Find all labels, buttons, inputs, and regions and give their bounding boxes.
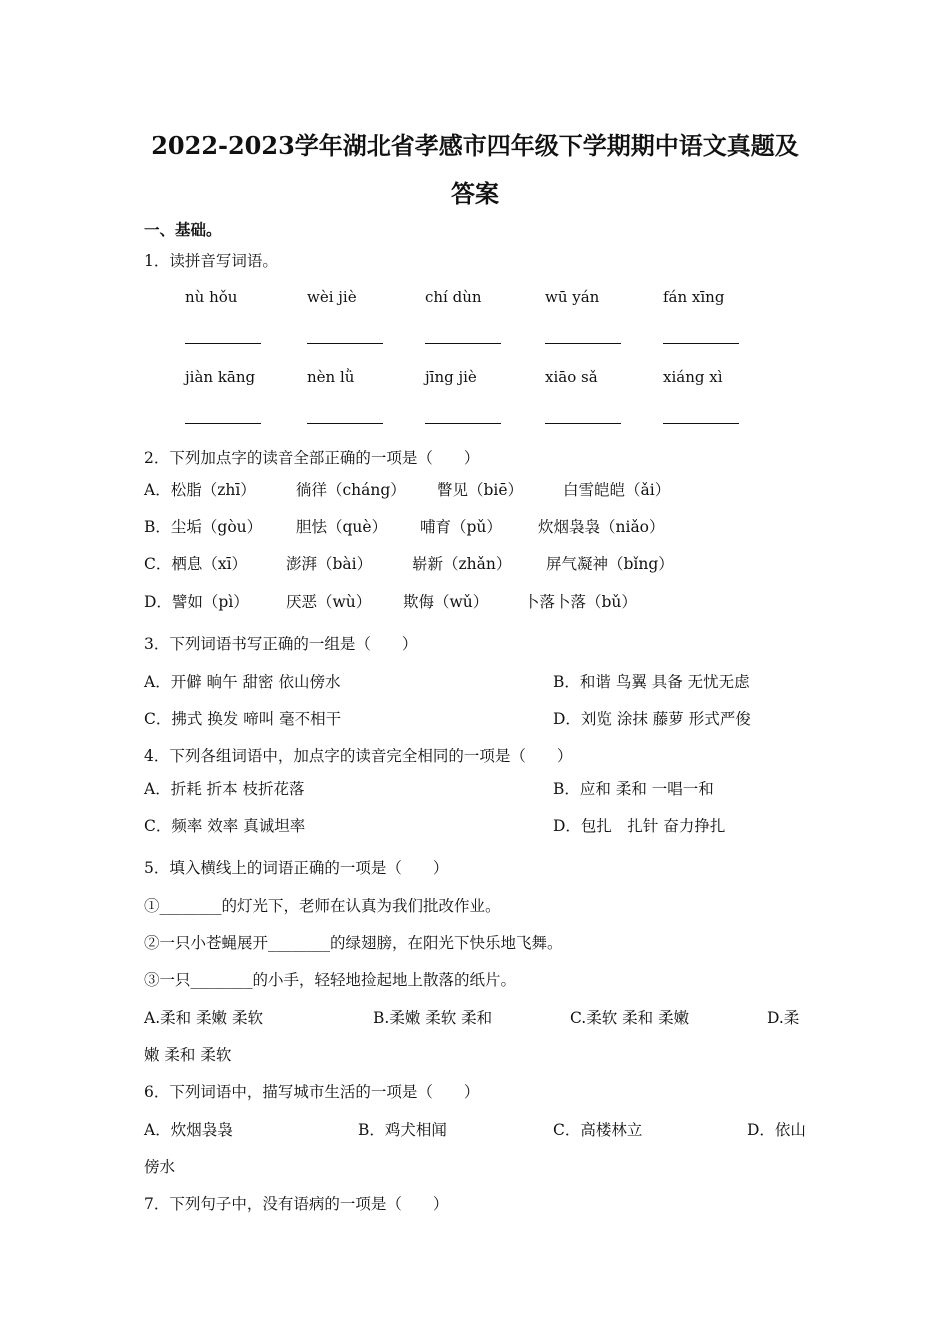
question-3-stem: 3．下列词语书写正确的一组是（ ）: [144, 635, 418, 653]
option-a: A.柔和 柔嫩 柔软: [144, 1009, 263, 1027]
pinyin: wū yán: [545, 288, 600, 306]
option-d-continued: 嫩 柔和 柔软: [144, 1046, 232, 1064]
option-c-word: C．栖息（xī）: [144, 555, 248, 573]
option-a-word: 徜徉（cháng）: [296, 481, 406, 499]
option-d-word: 厌恶（wù）: [286, 593, 372, 611]
question-5-sentence: ②一只小苍蝇展开________的绿翅膀，在阳光下快乐地飞舞。: [144, 934, 563, 952]
option-d-word: 欺侮（wǔ）: [403, 593, 489, 611]
pinyin: jiàn kāng: [185, 368, 256, 386]
pinyin: wèi jiè: [307, 288, 357, 306]
option-c: C．拂式 换发 啼叫 毫不相干: [144, 710, 342, 728]
option-c-word: 澎湃（bài）: [286, 555, 373, 573]
pinyin: chí dùn: [425, 288, 482, 306]
option-c: C．高楼林立: [553, 1121, 643, 1139]
answer-blank[interactable]: [425, 423, 501, 424]
option-a-word: 瞥见（biē）: [437, 481, 524, 499]
answer-blank[interactable]: [545, 423, 621, 424]
option-d: D.柔: [767, 1009, 800, 1027]
option-b-word: B．尘垢（gòu）: [144, 518, 263, 536]
question-2-stem: 2．下列加点字的读音全部正确的一项是（ ）: [144, 449, 480, 467]
answer-blank[interactable]: [663, 343, 739, 344]
answer-blank[interactable]: [545, 343, 621, 344]
option-c: C．频率 效率 真诚坦率: [144, 817, 306, 835]
option-d-word: D．譬如（pì）: [144, 593, 249, 611]
option-b: B．和谐 鸟翼 具备 无忧无虑: [553, 673, 750, 691]
option-a: A．开僻 晌午 甜密 依山傍水: [144, 673, 341, 691]
option-b: B．鸡犬相闻: [358, 1121, 447, 1139]
question-1-stem: 1．读拼音写词语。: [144, 252, 278, 270]
option-a: A．折耗 折本 枝折花落: [144, 780, 305, 798]
page-title: 2022-2023学年湖北省孝感市四年级下学期期中语文真题及: [151, 131, 799, 160]
section-heading: 一、基础。: [144, 220, 222, 239]
question-6-stem: 6．下列词语中，描写城市生活的一项是（ ）: [144, 1083, 480, 1101]
option-b-word: 炊烟袅袅（niǎo）: [538, 518, 665, 536]
pinyin: nù hǒu: [185, 288, 238, 306]
option-a: A．炊烟袅袅: [144, 1121, 233, 1139]
option-c-word: 屏气凝神（bǐng）: [546, 555, 674, 573]
option-b: B．应和 柔和 一唱一和: [553, 780, 714, 798]
answer-blank[interactable]: [307, 423, 383, 424]
option-b: B.柔嫩 柔软 柔和: [373, 1009, 493, 1027]
option-d-word: 卜落卜落（bǔ）: [524, 593, 637, 611]
option-d: D．刘览 涂抹 藤萝 形式严俊: [553, 710, 751, 728]
pinyin: xiāo sǎ: [545, 368, 598, 386]
option-d: D．依山: [747, 1121, 806, 1139]
answer-blank[interactable]: [185, 343, 261, 344]
option-b-word: 胆怯（què）: [296, 518, 388, 536]
option-c-word: 崭新（zhǎn）: [412, 555, 512, 573]
question-7-stem: 7．下列句子中，没有语病的一项是（ ）: [144, 1195, 449, 1213]
question-4-stem: 4．下列各组词语中，加点字的读音完全相同的一项是（ ）: [144, 747, 573, 765]
pinyin: jīng jiè: [425, 368, 477, 386]
page-title-continued: 答案: [451, 179, 499, 208]
option-a-word: 白雪皑皑（ǎi）: [563, 481, 671, 499]
answer-blank[interactable]: [307, 343, 383, 344]
option-b-word: 哺育（pǔ）: [420, 518, 502, 536]
pinyin: xiáng xì: [663, 368, 723, 386]
option-a-word: A．松脂（zhī）: [144, 481, 256, 499]
option-d-continued: 傍水: [144, 1158, 176, 1176]
question-5-stem: 5．填入横线上的词语正确的一项是（ ）: [144, 859, 449, 877]
answer-blank[interactable]: [425, 343, 501, 344]
pinyin: nèn lǜ: [307, 368, 355, 386]
answer-blank[interactable]: [663, 423, 739, 424]
answer-blank[interactable]: [185, 423, 261, 424]
option-d: D．包扎 扎针 奋力挣扎: [553, 817, 726, 835]
question-5-sentence: ③一只________的小手，轻轻地捡起地上散落的纸片。: [144, 971, 517, 989]
question-5-sentence: ①________的灯光下，老师在认真为我们批改作业。: [144, 897, 501, 915]
pinyin: fán xīng: [663, 288, 725, 306]
option-c: C.柔软 柔和 柔嫩: [570, 1009, 690, 1027]
